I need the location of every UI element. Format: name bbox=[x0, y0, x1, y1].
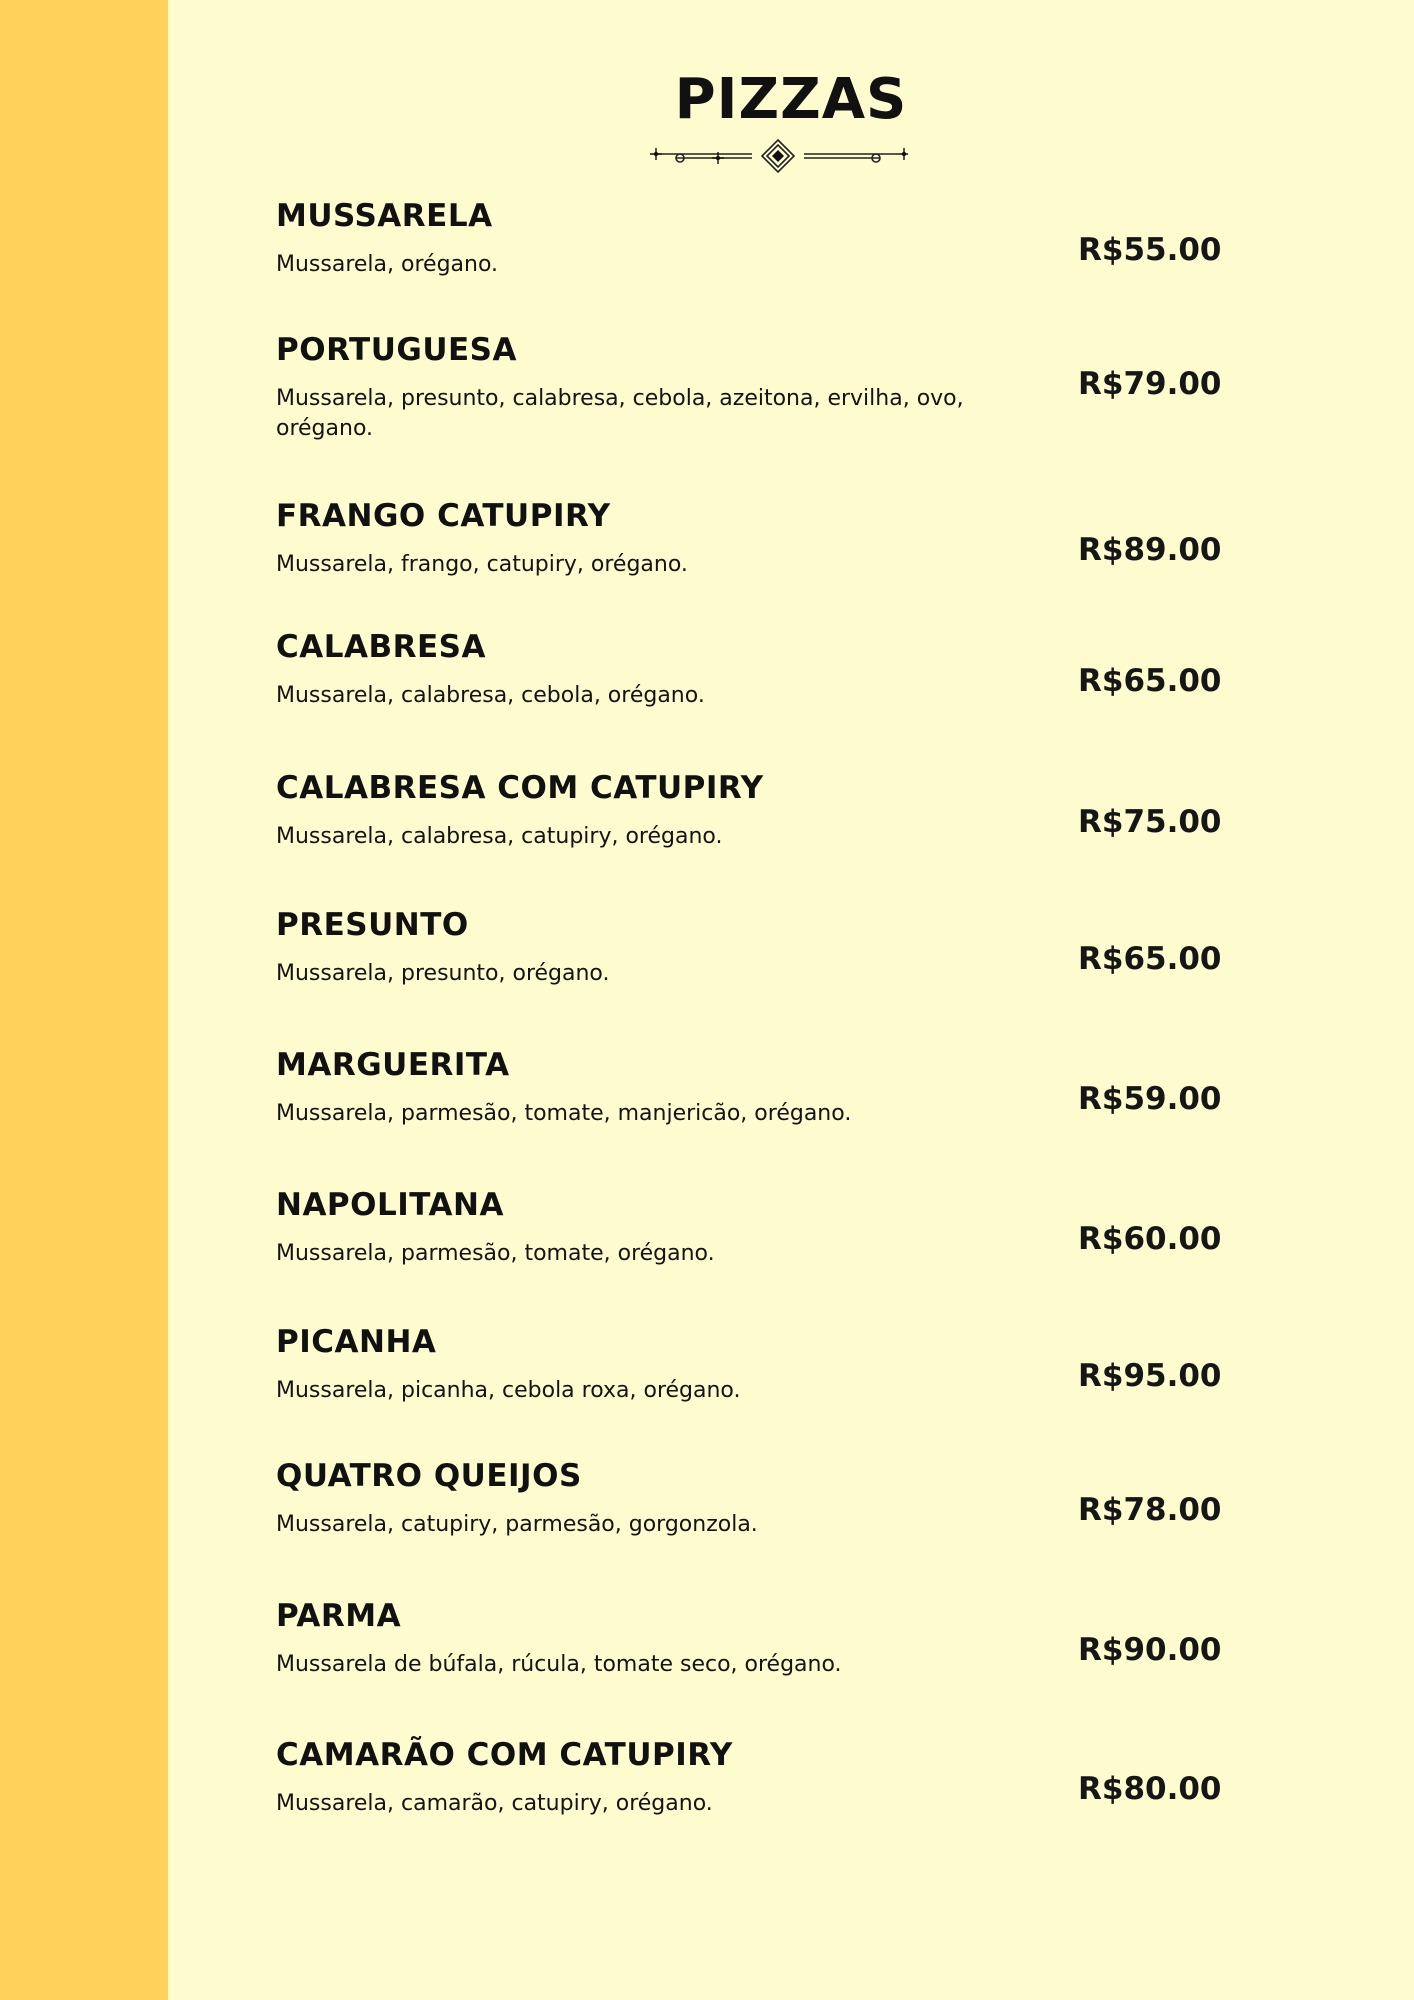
item-description: Mussarela, calabresa, catupiry, orégano. bbox=[276, 824, 723, 849]
item-description: Mussarela, orégano. bbox=[276, 252, 499, 277]
item-price: R$80.00 bbox=[1078, 1771, 1222, 1807]
item-price: R$65.00 bbox=[1078, 663, 1222, 699]
item-description: Mussarela, presunto, calabresa, cebola, azeitona, ervilha, ovo, orégano. bbox=[276, 386, 964, 441]
item-price: R$89.00 bbox=[1078, 532, 1222, 568]
item-price: R$79.00 bbox=[1078, 366, 1222, 402]
menu-title: PIZZAS bbox=[674, 67, 908, 132]
item-name: CALABRESA COM CATUPIRY bbox=[276, 770, 764, 806]
item-name: CALABRESA bbox=[276, 629, 486, 665]
item-description: Mussarela, calabresa, cebola, orégano. bbox=[276, 683, 705, 708]
item-name: MUSSARELA bbox=[276, 198, 493, 234]
item-name: QUATRO QUEIJOS bbox=[276, 1458, 582, 1494]
item-name: PICANHA bbox=[276, 1324, 437, 1360]
item-description: Mussarela, frango, catupiry, orégano. bbox=[276, 552, 688, 577]
item-price: R$78.00 bbox=[1078, 1492, 1222, 1528]
item-description: Mussarela de búfala, rúcula, tomate seco, orégano. bbox=[276, 1652, 842, 1677]
item-price: R$95.00 bbox=[1078, 1358, 1222, 1394]
item-price: R$60.00 bbox=[1078, 1221, 1222, 1257]
item-description: Mussarela, picanha, cebola roxa, orégano. bbox=[276, 1378, 741, 1403]
item-name: PRESUNTO bbox=[276, 907, 469, 943]
item-description: Mussarela, parmesão, tomate, manjericão, orégano. bbox=[276, 1101, 852, 1126]
item-name: CAMARÃO COM CATUPIRY bbox=[276, 1737, 733, 1773]
item-name: MARGUERITA bbox=[276, 1047, 510, 1083]
side-color-bar bbox=[0, 0, 168, 2000]
item-description: Mussarela, camarão, catupiry, orégano. bbox=[276, 1791, 713, 1816]
item-price: R$59.00 bbox=[1078, 1081, 1222, 1117]
item-description: Mussarela, presunto, orégano. bbox=[276, 961, 610, 986]
item-name: FRANGO CATUPIRY bbox=[276, 498, 611, 534]
item-name: NAPOLITANA bbox=[276, 1187, 504, 1223]
item-price: R$55.00 bbox=[1078, 232, 1222, 268]
item-price: R$75.00 bbox=[1078, 804, 1222, 840]
item-price: R$65.00 bbox=[1078, 941, 1222, 977]
item-description: Mussarela, catupiry, parmesão, gorgonzola. bbox=[276, 1512, 758, 1537]
divider-ornament-icon bbox=[648, 136, 908, 176]
item-price: R$90.00 bbox=[1078, 1632, 1222, 1668]
item-name: PORTUGUESA bbox=[276, 332, 517, 368]
item-description: Mussarela, parmesão, tomate, orégano. bbox=[276, 1241, 715, 1266]
item-name: PARMA bbox=[276, 1598, 402, 1634]
